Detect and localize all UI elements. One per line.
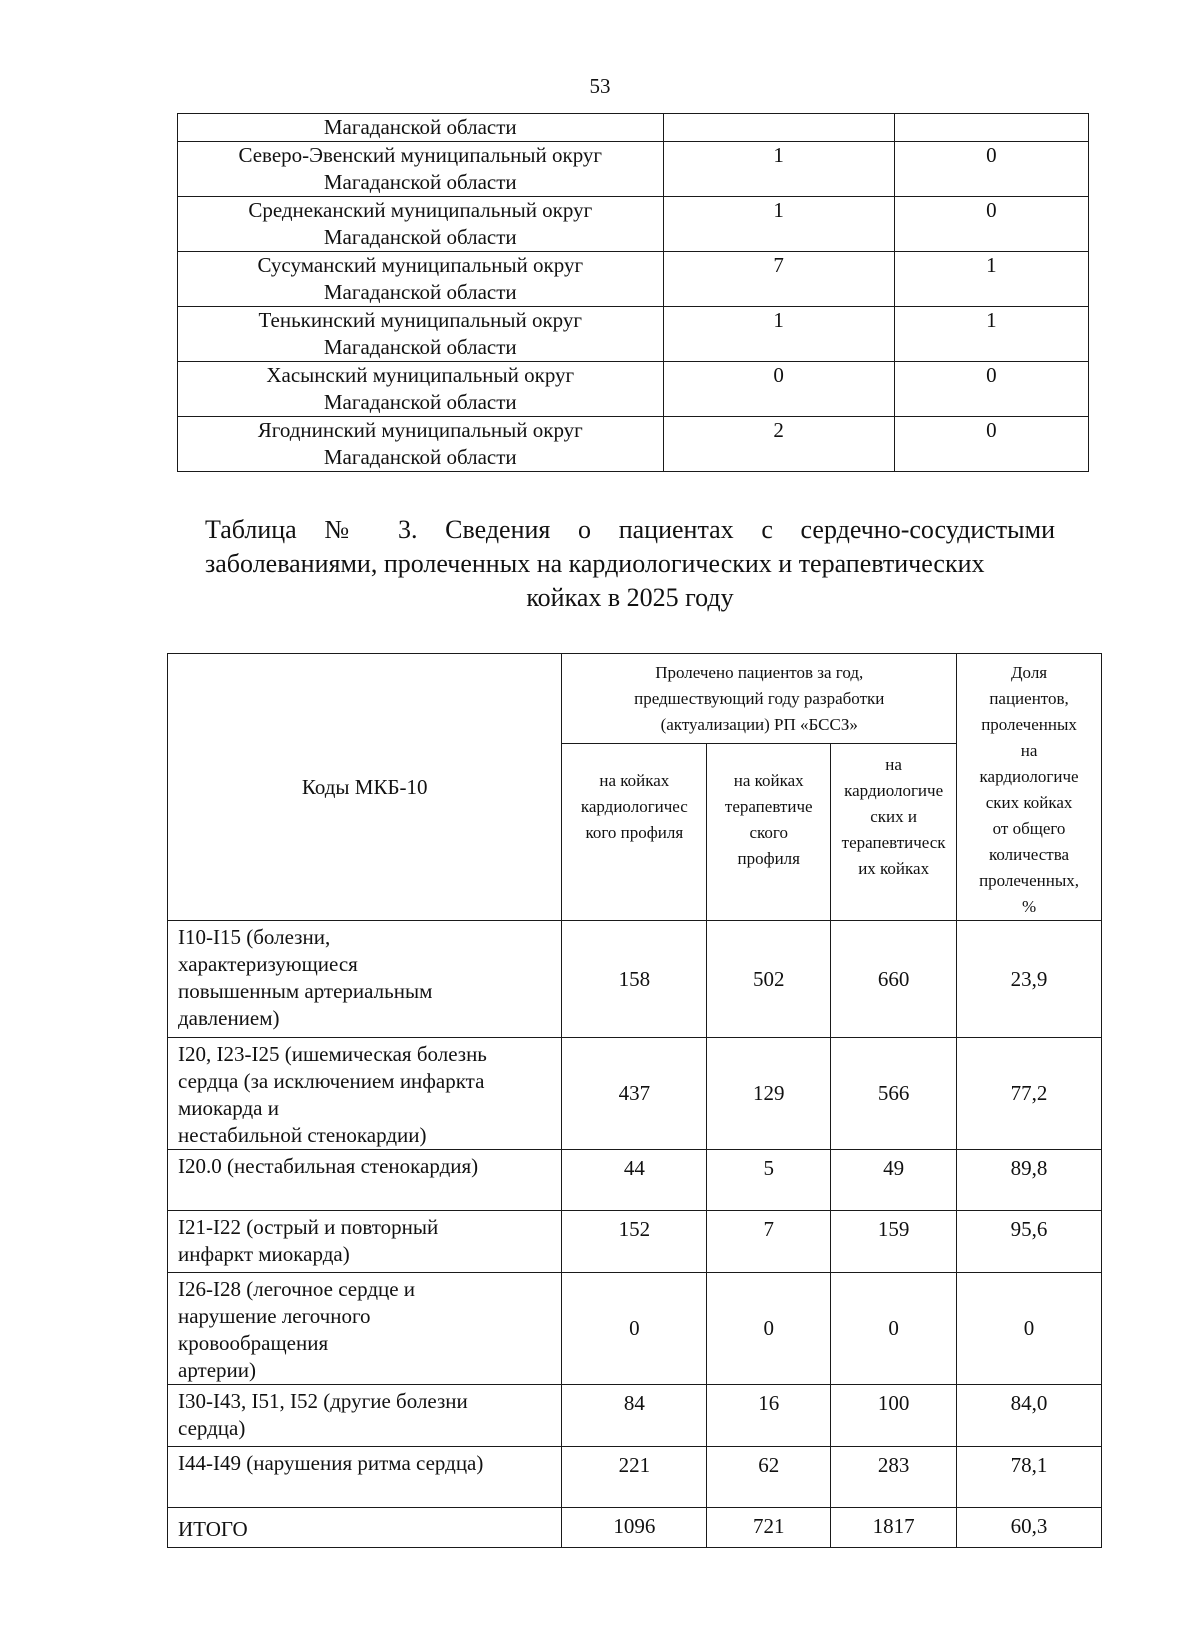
row-label: I44-I49 (нарушения ритма сердца) — [168, 1447, 562, 1508]
total-label: ИТОГО — [168, 1508, 562, 1548]
share-value: 23,9 — [957, 921, 1102, 1038]
total-value: 660 — [831, 921, 957, 1038]
page-number: 53 — [589, 74, 611, 98]
value-cell: 0 — [663, 362, 894, 417]
cardiology-value: 0 — [562, 1273, 707, 1385]
cardiology-value: 44 — [562, 1150, 707, 1211]
total-value: 159 — [831, 1211, 957, 1273]
district-name: Тенькинский муниципальный округ Магаданской области — [178, 307, 664, 362]
value-cell: 0 — [894, 417, 1088, 472]
total-value: 283 — [831, 1447, 957, 1508]
cardiology-value: 152 — [562, 1211, 707, 1273]
table-row — [168, 1150, 1102, 1211]
therapy-value: 7 — [707, 1211, 831, 1273]
share-value: 78,1 — [957, 1447, 1102, 1508]
table-row — [168, 1273, 1102, 1385]
share-total: 60,3 — [957, 1508, 1102, 1548]
row-label: I30-I43, I51, I52 (другие болезни сердца) — [168, 1385, 562, 1447]
district-name: Сусуманский муниципальный округ Магаданской области — [178, 252, 664, 307]
table-row — [178, 362, 1089, 417]
group-header: Пролечено пациентов за год, предшествующий году разработки (актуализации) РП «БССЗ» — [562, 654, 957, 744]
share-value: 89,8 — [957, 1150, 1102, 1211]
value-cell: 0 — [894, 142, 1088, 197]
row-label: I20.0 (нестабильная стенокардия) — [168, 1150, 562, 1211]
total-value: 100 — [831, 1385, 957, 1447]
table-row — [178, 142, 1089, 197]
therapy-value: 0 — [707, 1273, 831, 1385]
share-value: 95,6 — [957, 1211, 1102, 1273]
total-row — [168, 1508, 1102, 1548]
value-cell: 1 — [663, 307, 894, 362]
table-row — [168, 921, 1102, 1038]
table-row — [178, 417, 1089, 472]
table-row — [168, 1385, 1102, 1447]
header-row — [168, 654, 1102, 744]
table-row — [178, 252, 1089, 307]
row-label: I21-I22 (острый и повторный инфаркт миокарда) — [168, 1211, 562, 1273]
total-value: 566 — [831, 1038, 957, 1150]
therapy-value: 502 — [707, 921, 831, 1038]
district-name: Ягоднинский муниципальный округ Магаданской области — [178, 417, 664, 472]
grand-total: 1817 — [831, 1508, 957, 1548]
district-name: Магаданской области — [178, 114, 664, 142]
table-row — [178, 307, 1089, 362]
cardiology-value: 84 — [562, 1385, 707, 1447]
table-caption — [205, 513, 1055, 615]
cardiology-value: 437 — [562, 1038, 707, 1150]
cardiology-value: 158 — [562, 921, 707, 1038]
table-row — [178, 114, 1089, 142]
value-cell: 0 — [894, 362, 1088, 417]
row-label: I10-I15 (болезни, характеризующиеся повышенным артериальным давлением) — [168, 921, 562, 1038]
both-beds-header: на кардиологиче ских и терапевтическ их койках — [831, 743, 957, 920]
share-value: 0 — [957, 1273, 1102, 1385]
value-cell: 0 — [894, 197, 1088, 252]
value-cell — [894, 114, 1088, 142]
value-cell: 7 — [663, 252, 894, 307]
patients-table — [167, 653, 1102, 1548]
caption-last-line: койках в 2025 году — [526, 583, 734, 612]
district-name: Хасынский муниципальный округ Магаданской области — [178, 362, 664, 417]
therapy-value: 129 — [707, 1038, 831, 1150]
therapy-value: 5 — [707, 1150, 831, 1211]
value-cell — [663, 114, 894, 142]
codes-header: Коды МКБ-10 — [168, 654, 562, 921]
row-label: I20, I23-I25 (ишемическая болезнь сердца (за исключением инфаркта миокарда и нестабильной стенокардии) — [168, 1038, 562, 1150]
district-name: Среднеканский муниципальный округ Магаданской области — [178, 197, 664, 252]
caption-main: Таблица № 3. Сведения о пациентах с сердечно-сосудистыми заболеваниями, пролеченных на кардиологических и терапевтических — [205, 515, 1055, 578]
table-row — [168, 1038, 1102, 1150]
therapy-value: 62 — [707, 1447, 831, 1508]
district-name: Северо-Эвенский муниципальный округ Магаданской области — [178, 142, 664, 197]
row-label: I26-I28 (легочное сердце и нарушение легочного кровообращения артерии) — [168, 1273, 562, 1385]
therapy-beds-header: на койках терапевтиче ского профиля — [707, 743, 831, 920]
share-value: 77,2 — [957, 1038, 1102, 1150]
cardiology-total: 1096 — [562, 1508, 707, 1548]
share-value: 84,0 — [957, 1385, 1102, 1447]
cardiology-value: 221 — [562, 1447, 707, 1508]
districts-table — [177, 113, 1089, 472]
therapy-value: 16 — [707, 1385, 831, 1447]
total-value: 49 — [831, 1150, 957, 1211]
value-cell: 1 — [663, 197, 894, 252]
value-cell: 1 — [894, 307, 1088, 362]
value-cell: 2 — [663, 417, 894, 472]
share-header: Доля пациентов, пролеченных на кардиологиче ских койках от общего количества пролеченных, % — [957, 654, 1102, 921]
table-row — [178, 197, 1089, 252]
total-value: 0 — [831, 1273, 957, 1385]
value-cell: 1 — [663, 142, 894, 197]
table-row — [168, 1447, 1102, 1508]
value-cell: 1 — [894, 252, 1088, 307]
therapy-total: 721 — [707, 1508, 831, 1548]
cardiology-beds-header: на койках кардиологичес кого профиля — [562, 743, 707, 920]
table-row — [168, 1211, 1102, 1273]
